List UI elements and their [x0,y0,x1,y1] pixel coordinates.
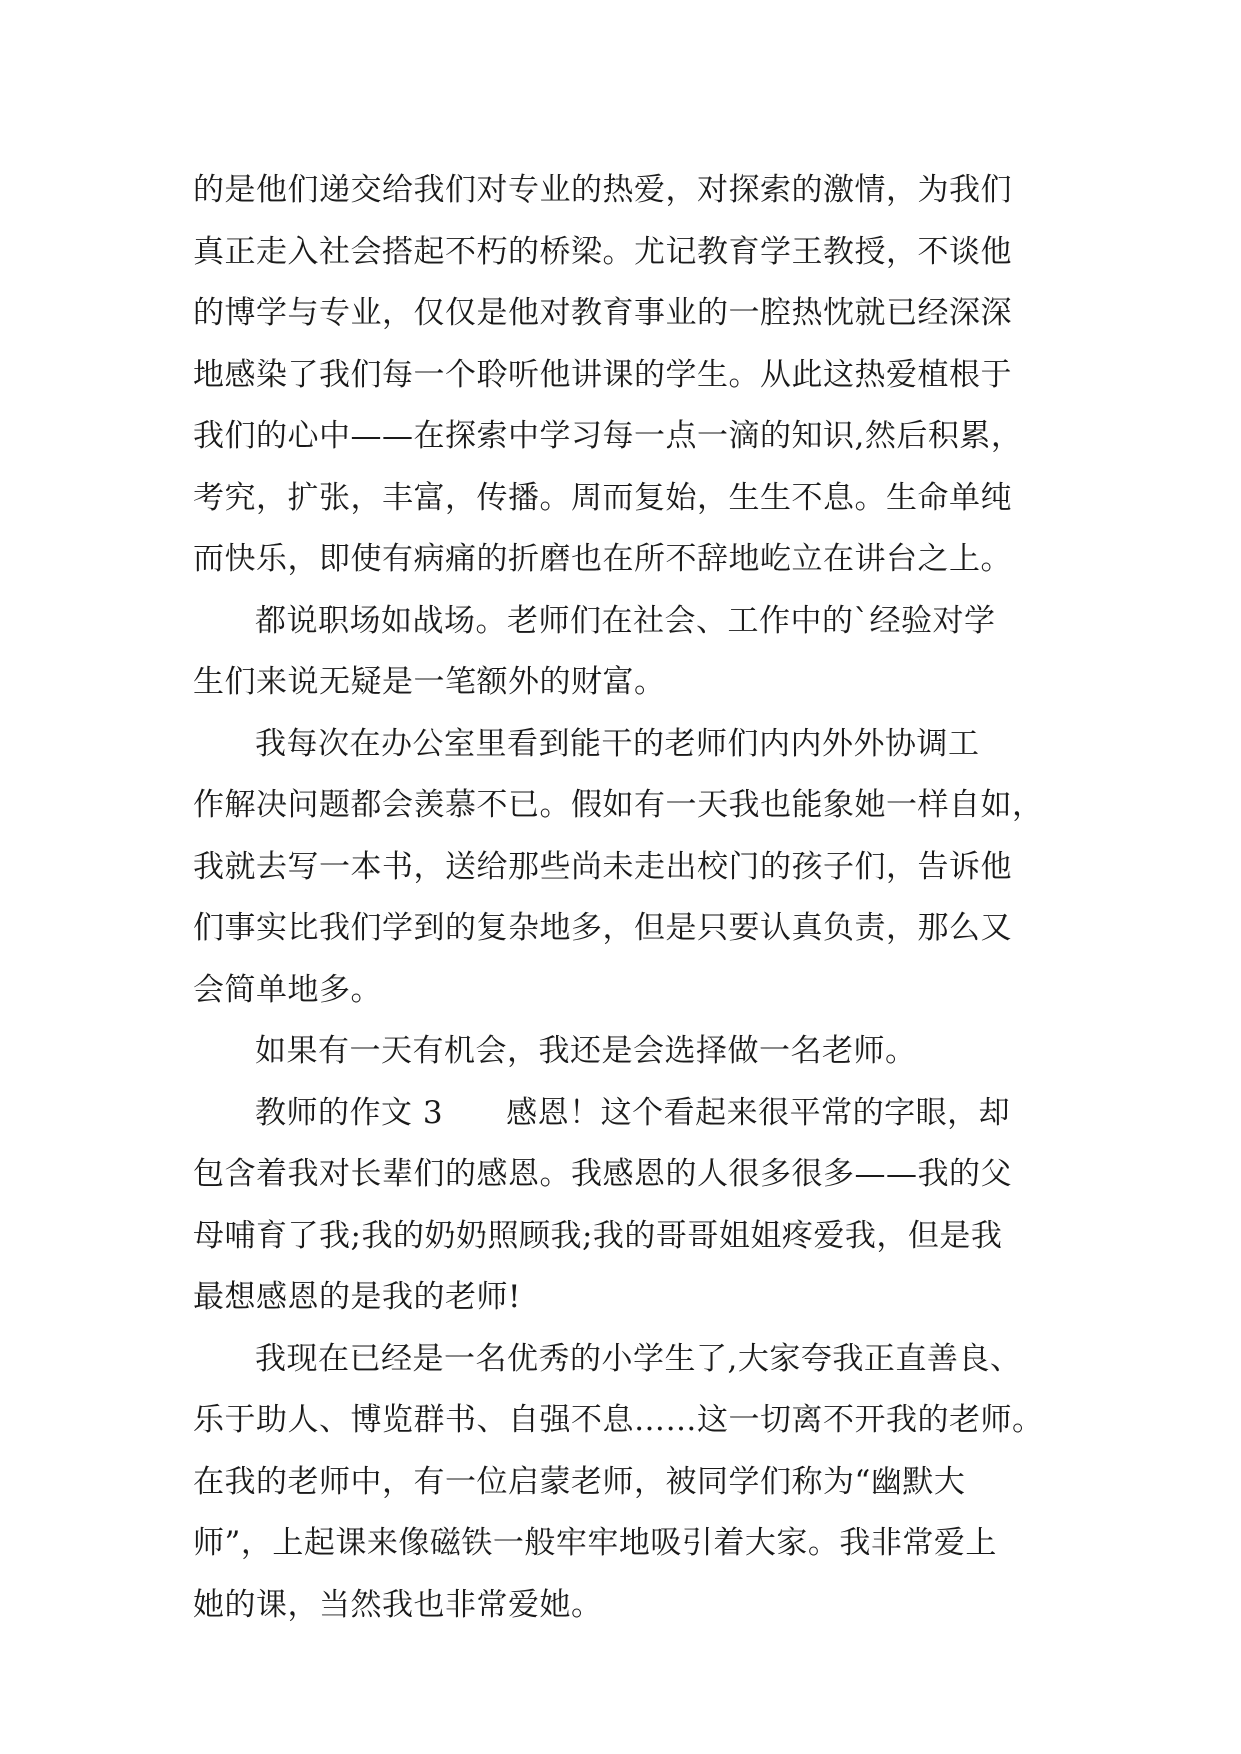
text-line: 我就去写一本书，送给那些尚未走出校门的孩子们，告诉他 [193,848,1012,885]
text-line: 作解决问题都会羡慕不已。假如有一天我也能象她一样自如， [193,787,1044,823]
text-line: 师”，上起课来像磁铁一般牢牢地吸引着大家。我非常爱上 [193,1525,997,1561]
text-line: 真正走入社会搭起不朽的桥梁。尤记教育学王教授，不谈他 [193,233,1012,270]
text-line: 包含着我对长辈们的感恩。我感恩的人很多很多——我的父 [193,1156,1012,1192]
text-line: 如果有一天有机会，我还是会选择做一名老师。 [255,1033,917,1069]
text-line: 她的课，当然我也非常爱她。 [193,1586,603,1623]
text-line: 我们的心中——在探索中学习每一点一滴的知识,然后积累， [193,418,1023,454]
text-line: 的博学与专业，仅仅是他对教育事业的一腔热忱就已经深深 [193,295,1012,331]
text-line: 教师的作文 3 感恩！这个看起来很平常的字眼，却 [255,1094,1011,1131]
text-line: 考究，扩张，丰富，传播。周而复始，生生不息。生命单纯 [193,479,1012,516]
text-line: 乐于助人、博览群书、自强不息……这一切离不开我的老师。 [193,1402,1044,1438]
text-line: 而快乐，即使有病痛的折磨也在所不辞地屹立在讲台之上。 [193,541,1012,577]
text-line: 我现在已经是一名优秀的小学生了,大家夸我正直善良、 [255,1340,1022,1377]
text-line: 地感染了我们每一个聆听他讲课的学生。从此这热爱植根于 [193,356,1012,393]
text-line: 们事实比我们学到的复杂地多，但是只要认真负责，那么又 [193,910,1012,946]
text-line: 我每次在办公室里看到能干的老师们内内外外协调工 [255,725,980,762]
text-line: 在我的老师中，有一位启蒙老师，被同学们称为“幽默大 [193,1463,966,1500]
text-line: 生们来说无疑是一笔额外的财富。 [193,664,666,700]
text-line: 母哺育了我;我的奶奶照顾我;我的哥哥姐姐疼爱我，但是我 [193,1217,1003,1254]
text-line: 的是他们递交给我们对专业的热爱，对探索的激情，为我们 [193,172,1012,208]
text-line: 最想感恩的是我的老师! [193,1279,521,1315]
text-line: 会简单地多。 [193,971,382,1008]
document-body [193,160,1073,1636]
text-line: 都说职场如战场。老师们在社会、工作中的`经验对学 [255,602,996,639]
